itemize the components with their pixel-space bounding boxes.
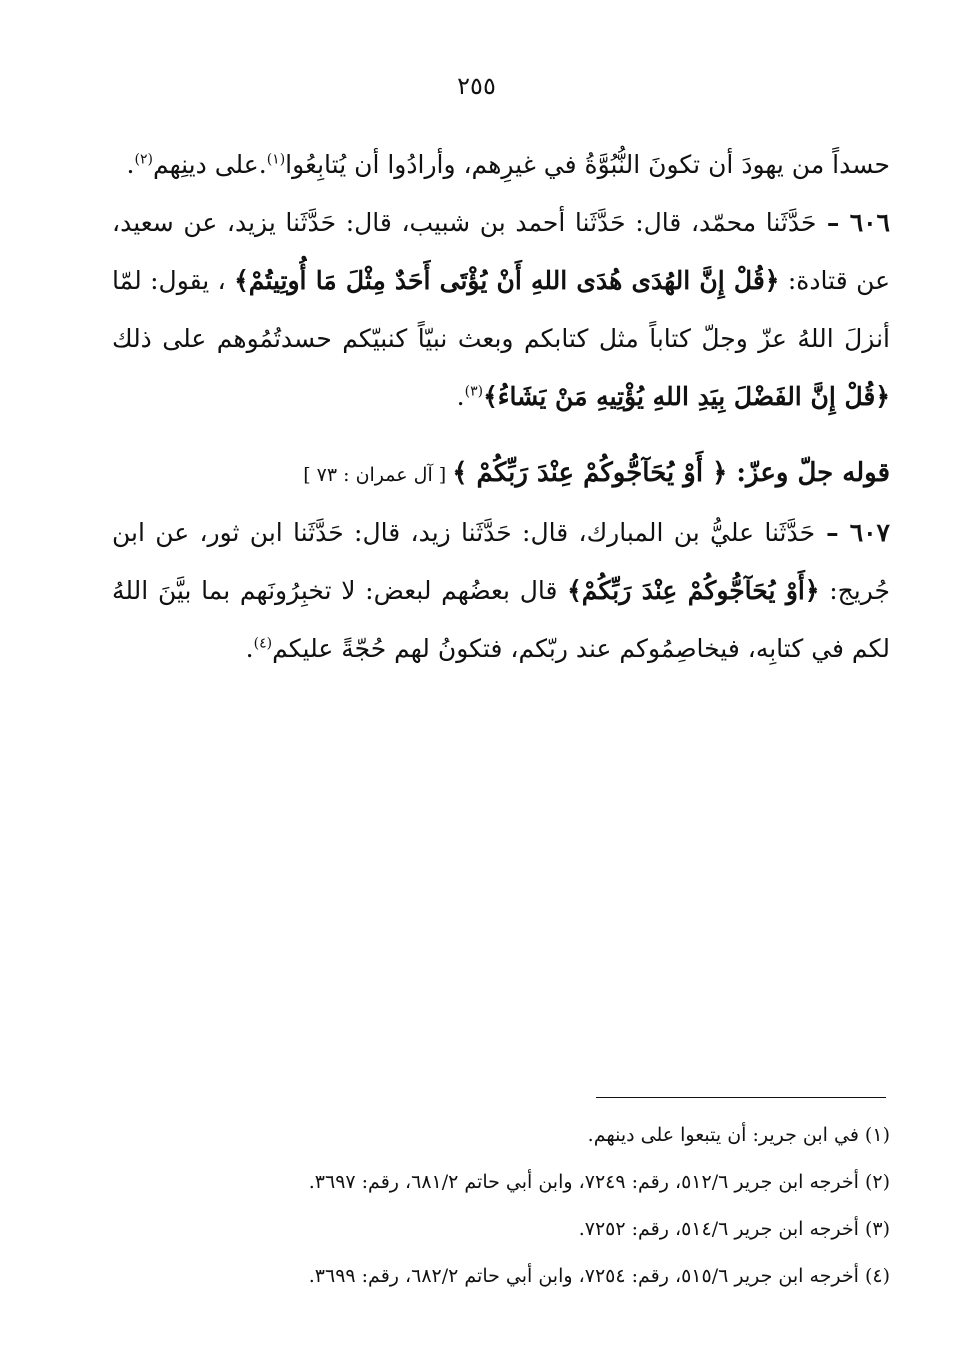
quran-quote-606-1: ﴿قُلْ إِنَّ الهُدَى هُدَى اللهِ أَنْ يُؤْتَى أَحَدٌ مِثْلَ مَا أُوتِيتُمْ﴾ bbox=[234, 266, 780, 295]
hadith-number-606: ٦٠٦ bbox=[849, 208, 890, 237]
quran-quote-606-2: ﴿قُلْ إِنَّ الفَضْلَ بِيَدِ اللهِ يُؤْتِيهِ مَنْ يَشَاءُ﴾ bbox=[483, 382, 890, 411]
footnote-ref-2: (٢) bbox=[134, 151, 153, 168]
main-text bbox=[112, 136, 890, 678]
hadith-607 bbox=[112, 504, 890, 678]
hadith-dash-607: – bbox=[815, 518, 850, 547]
quran-quote-607: ﴿أَوْ يُحَآجُّوكُمْ عِنْدَ رَبِّكُمْ﴾ bbox=[567, 576, 820, 605]
heading-label: قوله جلّ وعزّ: bbox=[727, 458, 890, 488]
intro-end: . bbox=[126, 150, 135, 179]
hadith-607-text-2: قال بعضُهم لبعض: لا تخبِرُونَهم بما بيَّنَ اللهُ لكم في كتابِه، فيخاصِمُوكم عند ربّكم، فتكونُ لهم حُجّةً عليكم bbox=[112, 576, 890, 663]
section-heading bbox=[112, 444, 890, 504]
footnote-3: (٣) أخرجه ابن جرير ٥١٤/٦، رقم: ٧٢٥٢. bbox=[578, 1218, 890, 1240]
page-number: ٢٥٥ bbox=[457, 72, 496, 100]
hadith-number-607: ٦٠٧ bbox=[849, 518, 890, 547]
hadith-606-end: . bbox=[456, 382, 465, 411]
hadith-607-text: حَدَّثَنا عليُّ بن المبارك، قال: حَدَّثَنا زيد، قال: حَدَّثَنا ابن ثور، عن ابن جُريج: bbox=[112, 518, 890, 605]
footnote-divider bbox=[596, 1097, 886, 1098]
hadith-606-text-2: ، يقول: لمّا أنزلَ اللهُ عزّ وجلّ كتاباً مثل كتابكم وبعث نبيّاً كنبيّكم حسدتُمُوهم على ذلك bbox=[112, 266, 890, 353]
paragraph-intro bbox=[112, 136, 890, 194]
intro-text: حسداً من يهودَ أن تكونَ النُّبُوَّةُ في غيرِهم، وأرادُوا أن يُتابِعُوا bbox=[285, 150, 890, 179]
footnote-ref-4: (٤) bbox=[253, 635, 273, 652]
intro-text-2: .على دينِهم bbox=[152, 150, 267, 179]
footnote-1: (١) في ابن جرير: أن يتبعوا على دينهم. bbox=[587, 1124, 890, 1146]
verse-reference: [ آل عمران : ٧٣ ] bbox=[303, 464, 453, 486]
hadith-606 bbox=[112, 194, 890, 426]
heading-quran-verse: ﴿ أَوْ يُحَآجُّوكُمْ عِنْدَ رَبِّكُمْ ﴾ bbox=[452, 458, 728, 488]
footnotes bbox=[150, 1112, 890, 1300]
footnote-2: (٢) أخرجه ابن جرير ٥١٢/٦، رقم: ٧٢٤٩، وابن أبي حاتم ٦٨١/٢، رقم: ٣٦٩٧. bbox=[308, 1171, 890, 1193]
footnote-ref-1: (١) bbox=[266, 151, 286, 168]
hadith-606-text: حَدَّثَنا محمّد، قال: حَدَّثَنا أحمد بن شبيب، قال: حَدَّثَنا يزيد، عن سعيد، عن قتادة: bbox=[112, 208, 891, 295]
footnote-ref-3: (٣) bbox=[464, 383, 484, 400]
hadith-607-end: . bbox=[245, 634, 254, 663]
hadith-dash-606: – bbox=[816, 208, 850, 237]
footnote-4: (٤) أخرجه ابن جرير ٥١٥/٦، رقم: ٧٢٥٤، وابن أبي حاتم ٦٨٢/٢، رقم: ٣٦٩٩. bbox=[308, 1265, 890, 1287]
